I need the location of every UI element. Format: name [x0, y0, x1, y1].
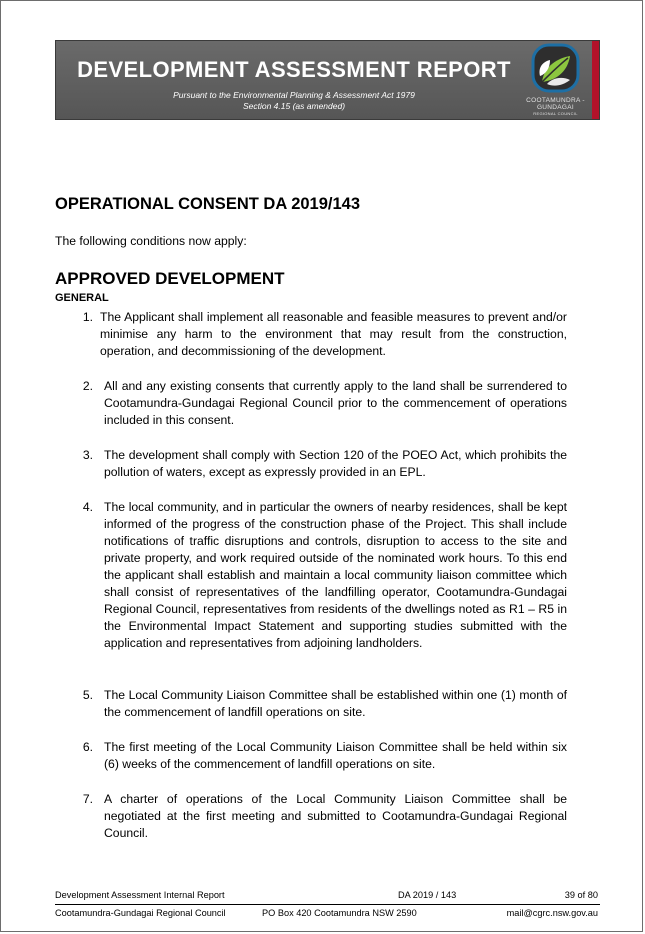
footer-divider [55, 904, 600, 905]
condition-text: The first meeting of the Local Community Liaison Committee shall be held within six (6) weeks of the commencement of landfill operations on site. [104, 740, 567, 771]
footer-address: PO Box 420 Cootamundra NSW 2590 [262, 908, 417, 918]
footer-email: mail@cgrc.nsw.gov.au [506, 908, 598, 918]
condition-number: 2. [82, 379, 93, 393]
condition-number: 4. [82, 500, 93, 514]
subsection-heading: GENERAL [55, 292, 109, 304]
footer-report-name: Development Assessment Internal Report [55, 890, 225, 900]
condition-number: 7. [82, 792, 93, 806]
council-logo-text: COOTAMUNDRA - GUNDAGAI REGIONAL COUNCIL [526, 97, 585, 116]
condition-text: A charter of operations of the Local Community Liaison Committee shall be negotiated at the first meeting and submitted to Cootamundra-Gundagai Regional Council. [104, 792, 567, 840]
condition-text: The Applicant shall implement all reasonable and feasible measures to prevent and/or minimise any harm to the environment that may result from the construction, operation, and decommissioning of the development. [100, 310, 567, 358]
condition-text: The Local Community Liaison Committee shall be established within one (1) month of the commencement of landfill operations on site. [104, 688, 567, 719]
condition-number: 5. [82, 688, 93, 702]
condition-number: 6. [82, 740, 93, 754]
report-title: DEVELOPMENT ASSESSMENT REPORT [77, 57, 511, 82]
consent-heading: OPERATIONAL CONSENT DA 2019/143 [55, 195, 361, 213]
report-subtitle-act: Pursuant to the Environmental Planning & Assessment Act 1979 [173, 90, 415, 100]
footer-council-name: Cootamundra-Gundagai Regional Council [55, 908, 226, 918]
condition-text: The development shall comply with Section 120 of the POEO Act, which prohibits the pollution of waters, except as expressly provided in an EPL. [104, 448, 567, 479]
condition-number: 3. [82, 448, 93, 462]
report-subtitle-section: Section 4.15 (as amended) [242, 101, 346, 111]
condition-number: 1. [82, 310, 93, 324]
council-logo [520, 42, 591, 119]
footer-row-contact [55, 908, 600, 922]
report-banner [55, 40, 600, 120]
condition-text: All and any existing consents that currently apply to the land shall be surrendered to Cootamundra-Gundagai Regional Council prior to the commencement of operations included in this consent. [104, 379, 567, 427]
section-heading: APPROVED DEVELOPMENT [55, 269, 285, 288]
leaf-logo-icon [520, 42, 591, 98]
footer-da-number: DA 2019 / 143 [398, 890, 457, 900]
intro-text: The following conditions now apply: [55, 234, 247, 248]
footer-page-number: 39 of 80 [564, 890, 598, 900]
accent-bar [592, 41, 599, 119]
condition-text: The local community, and in particular the owners of nearby residences, shall be kept informed of the progress of the construction phase of the Project. This shall include notifications of traffic disruptions and controls, disruption to access to the site and private property, and work required outside of the nominated work hours. To this end the applicant shall establish and maintain a local community liaison committee which shall consist of representatives of the landfilling operator, Cootamundra-Gundagai Regional Council, representatives from residents of the dwellings noted as R1 – R5 in the Environmental Impact Statement and supporting studies submitted with the application and representatives from adjoining landholders. [104, 500, 567, 650]
footer-row-report [55, 890, 600, 904]
